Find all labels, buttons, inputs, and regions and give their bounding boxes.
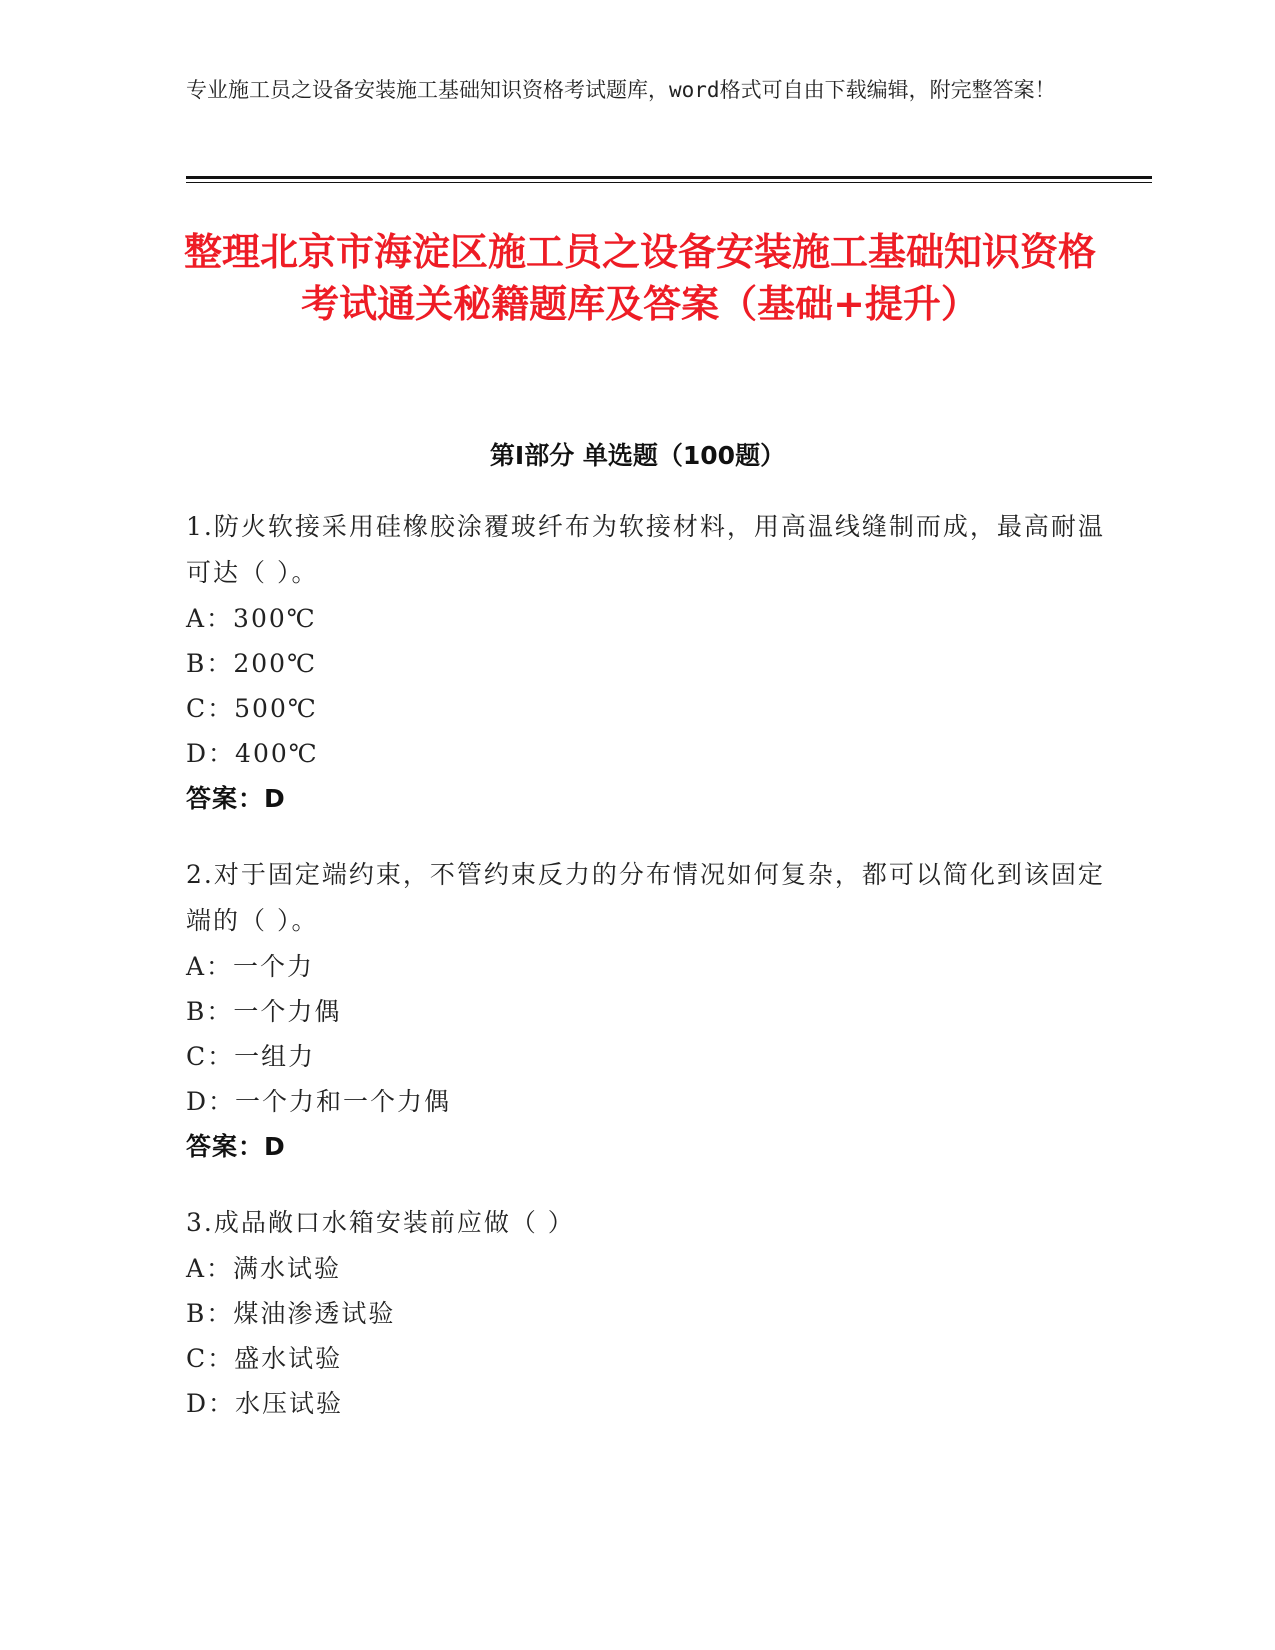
option-d: D：水压试验 [186,1389,344,1418]
option-a: A：300℃ [186,604,317,633]
option-c: C：一组力 [186,1042,316,1071]
document-title: 整理北京市海淀区施工员之设备安装施工基础知识资格考试通关秘籍题库及答案（基础+提升） [183,230,1096,326]
question-3 [186,1200,1106,1426]
option-b: B：200℃ [186,649,318,678]
question-stem: 2.对于固定端约束，不管约束反力的分布情况如何复杂，都可以简化到该固定端的（ ）。 [186,860,1105,935]
question-2 [186,852,1106,1169]
option-a: A：满水试验 [186,1254,342,1283]
option-c: C：500℃ [186,694,318,723]
question-1 [186,504,1106,821]
section-title: 第Ⅰ部分 单选题（100题） [489,441,786,470]
header-note: 专业施工员之设备安装施工基础知识资格考试题库，word格式可自由下载编辑，附完整答案！ [186,78,1056,102]
header-rule-thick [186,176,1152,179]
option-b: B：一个力偶 [186,997,342,1026]
option-b: B：煤油渗透试验 [186,1299,396,1328]
option-d: D：一个力和一个力偶 [186,1087,452,1116]
question-stem: 1.防火软接采用硅橡胶涂覆玻纤布为软接材料，用高温线缝制而成，最高耐温可达（ ）。 [186,512,1105,587]
option-d: D：400℃ [186,739,319,768]
answer: 答案：D [186,784,286,813]
question-stem: 3.成品敞口水箱安装前应做（ ） [186,1208,575,1237]
option-c: C：盛水试验 [186,1344,343,1373]
header-rule-thin [186,182,1152,183]
option-a: A：一个力 [186,952,315,981]
answer: 答案：D [186,1132,286,1161]
